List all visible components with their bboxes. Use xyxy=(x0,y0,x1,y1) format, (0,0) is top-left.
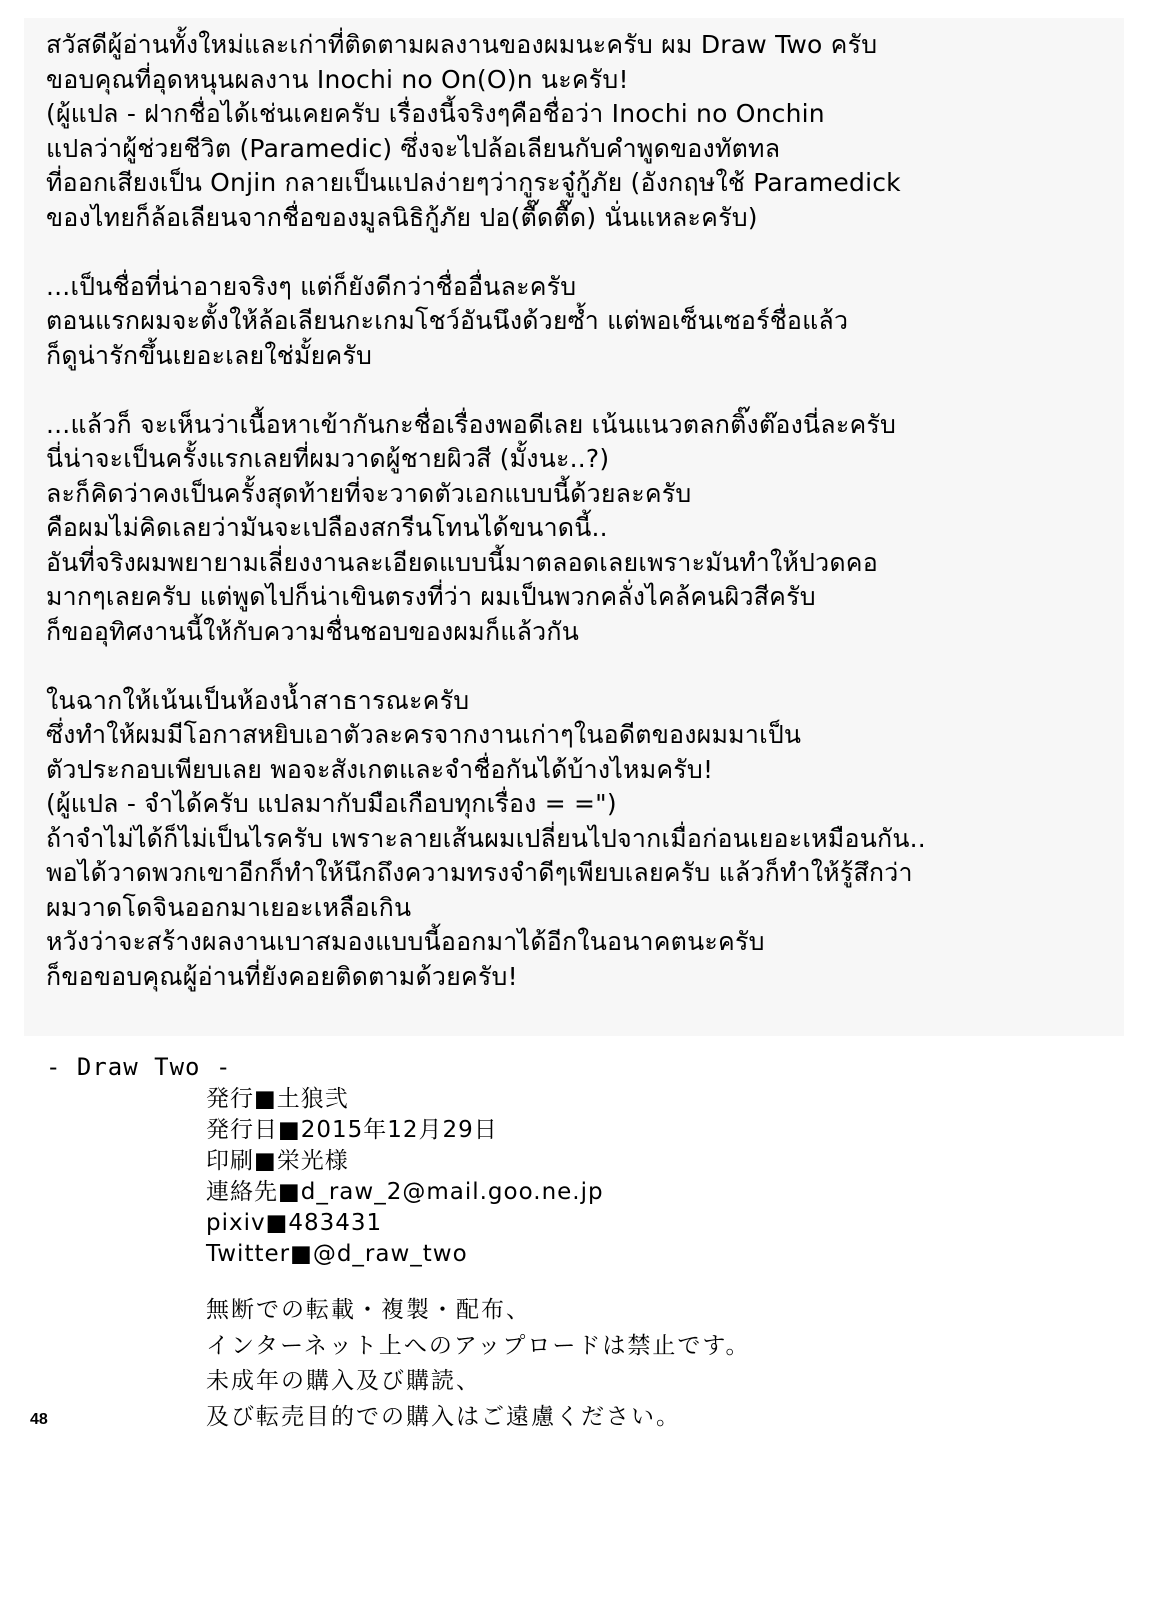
afterword-line: ในฉากให้เน้นเป็นห้องน้ำสาธารณะครับ xyxy=(46,685,470,715)
afterword-paragraph-2 xyxy=(46,270,1106,374)
page-number: 48 xyxy=(30,1411,48,1428)
afterword-line: แปลว่าผู้ช่วยชีวิต (Paramedic) ซึ่งจะไปล้อเลียนกับคำพูดของทัตทล xyxy=(46,133,781,163)
afterword-paragraph-1 xyxy=(46,28,1106,235)
afterword-paragraph-3 xyxy=(46,408,1106,650)
afterword-line: ก็ขอขอบคุณผู้อ่านที่ยังคอยติดตามด้วยครับ! xyxy=(46,961,518,991)
afterword-line: ตอนแรกผมจะตั้งให้ล้อเลียนกะเกมโชว์อันนึงด้วยซ้ำ แต่พอเซ็นเซอร์ชื่อแล้ว xyxy=(46,306,849,335)
colophon-publish-date: 発行日■2015年12月29日 xyxy=(206,1117,498,1143)
colophon-publisher: 発行■土狼弐 xyxy=(206,1086,349,1112)
afterword-line: มากๆเลยครับ แต่พูดไปก็น่าเขินตรงที่ว่า ผมเป็นพวกคลั่งไคล้คนผิวสีครับ xyxy=(46,582,816,611)
afterword-line: พอได้วาดพวกเขาอีกก็ทำให้นึกถึงความทรงจำดีๆเพียบเลยครับ แล้วก็ทำให้รู้สึกว่า xyxy=(46,858,913,887)
afterword-line: อันที่จริงผมพยายามเลี่ยงงานละเอียดแบบนี้มาตลอดเลยเพราะมันทำให้ปวดคอ xyxy=(46,547,878,577)
notice-line: 未成年の購入及び購読、 xyxy=(206,1368,481,1394)
colophon-twitter: Twitter■@d_raw_two xyxy=(206,1241,468,1267)
afterword-line: ...แล้วก็ จะเห็นว่าเนื้อหาเข้ากันกะชื่อเรื่องพอดีเลย เน้นแนวตลกติ๊งต๊องนี่ละครับ xyxy=(46,409,897,439)
afterword-line: ถ้าจำไม่ได้ก็ไม่เป็นไรครับ เพราะลายเส้นผมเปลี่ยนไปจากเมื่อก่อนเยอะเหมือนกัน.. xyxy=(46,823,926,853)
colophon-printer: 印刷■栄光様 xyxy=(206,1148,349,1174)
afterword-line: ละก็คิดว่าคงเป็นครั้งสุดท้ายที่จะวาดตัวเอกแบบนี้ด้วยละครับ xyxy=(46,478,692,508)
copyright-notice xyxy=(206,1293,750,1435)
afterword-line: (ผู้แปล - จำได้ครับ แปลมากับมือเกือบทุกเรื่อง = =") xyxy=(46,789,617,818)
colophon xyxy=(206,1084,604,1270)
afterword-line: ของไทยก็ล้อเลียนจากชื่อของมูลนิธิกู้ภัย ปอ(ตื๊ดตื๊ด) นั่นแหละครับ) xyxy=(46,202,758,232)
afterword-line: ที่ออกเสียงเป็น Onjin กลายเป็นแปลง่ายๆว่ากูระจู๋กู้ภัย (อังกฤษใช้ Paramedick xyxy=(46,168,901,197)
afterword-line: ก็ขออุทิศงานนี้ให้กับความชื่นชอบของผมก็แล้วกัน xyxy=(46,616,579,646)
afterword-line: ตัวประกอบเพียบเลย พอจะสังเกตและจำชื่อกันได้บ้างไหมครับ! xyxy=(46,754,714,784)
afterword-line: ขอบคุณที่อุดหนุนผลงาน Inochi no On(O)n นะครับ! xyxy=(46,64,629,94)
afterword-line: นี่น่าจะเป็นครั้งแรกเลยที่ผมวาดผู้ชายผิวสี (มั้งนะ..?) xyxy=(46,444,610,473)
afterword-line: สวัสดีผู้อ่านทั้งใหม่และเก่าที่ติดตามผลงานของผมนะครับ ผม Draw Two ครับ xyxy=(46,30,878,59)
afterword-line: คือผมไม่คิดเลยว่ามันจะเปลืองสกรีนโทนได้ขนาดนี้.. xyxy=(46,513,608,542)
afterword-line: ...เป็นชื่อที่น่าอายจริงๆ แต่ก็ยังดีกว่าชื่ออื่นละครับ xyxy=(46,271,577,301)
afterword-paragraph-4 xyxy=(46,684,1106,995)
notice-line: 無断での転載・複製・配布、 xyxy=(206,1297,531,1323)
author-signature: - Draw Two - xyxy=(46,1053,232,1081)
colophon-contact: 連絡先■d_raw_2@mail.goo.ne.jp xyxy=(206,1179,604,1205)
afterword-line: หวังว่าจะสร้างผลงานเบาสมองแบบนี้ออกมาได้อีกในอนาคตนะครับ xyxy=(46,927,765,956)
afterword-line: ซึ่งทำให้ผมมีโอกาสหยิบเอาตัวละครจากงานเก่าๆในอดีตของผมมาเป็น xyxy=(46,720,802,749)
notice-line: インターネット上へのアップロードは禁止です。 xyxy=(206,1332,751,1359)
notice-line: 及び転売目的での購入はご遠慮ください。 xyxy=(206,1403,681,1430)
afterword-text xyxy=(46,28,1106,994)
afterword-line: ก็ดูน่ารักขึ้นเยอะเลยใช่มั้ยครับ xyxy=(46,340,373,370)
afterword-line: ผมวาดโดจินออกมาเยอะเหลือเกิน xyxy=(46,892,412,922)
colophon-pixiv: pixiv■483431 xyxy=(206,1210,383,1236)
afterword-line: (ผู้แปล - ฝากชื่อได้เช่นเคยครับ เรื่องนี้จริงๆคือชื่อว่า Inochi no Onchin xyxy=(46,99,825,128)
